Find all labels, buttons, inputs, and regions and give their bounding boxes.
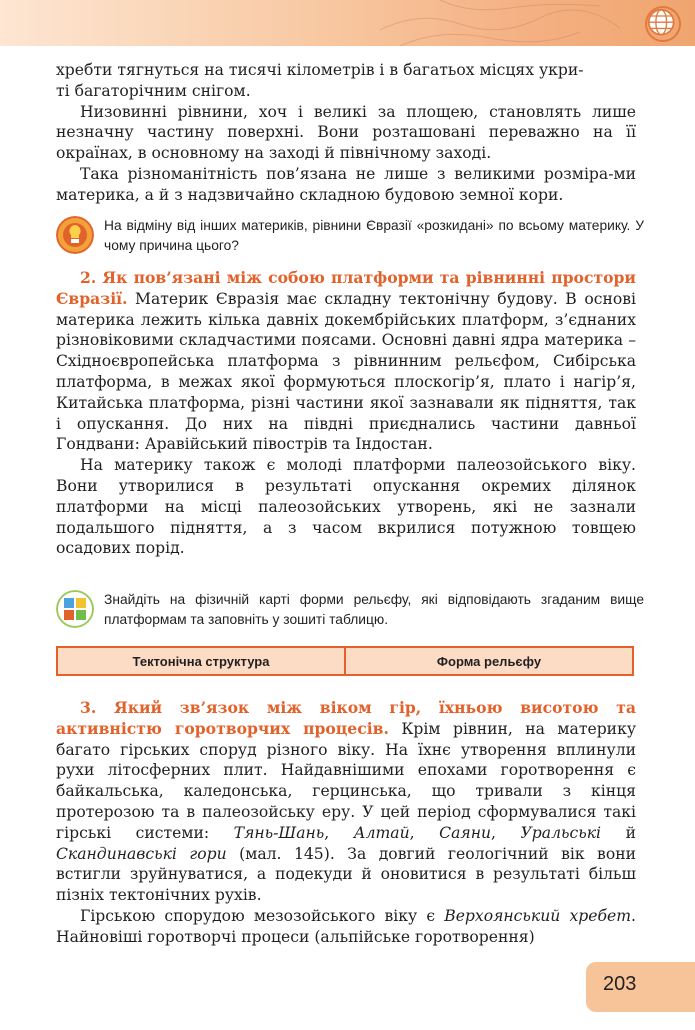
mountain-tian-shan: Тянь-Шань [233,823,325,842]
section-2-heading: 2. Як пов’язані між собою платформи та рівнинні простори Євразії. [56,268,636,308]
paragraph-line-1: хребти тягнуться на тисячі кілометрів і в багатьох місцях укри- [56,61,584,79]
task-block-1 [56,216,646,260]
table-col-tectonic: Тектонічна структура [132,653,270,669]
section-3 [56,698,636,948]
puzzle-icon [56,590,94,628]
conj-1: й [601,823,636,842]
mountain-sayany: Саяни [439,823,492,842]
map-decoration [380,0,620,46]
task-block-2 [56,590,646,634]
page-number: 203 [603,973,637,995]
section-3-p2-b: . Найновіші горотворчі процеси (альпійське горотворення) [56,906,636,946]
mountain-scandinavian: Скандинавські гори [56,844,227,863]
table-header [56,646,634,676]
top-text [56,60,636,206]
paragraph-lowlands: Низовинні рівнини, хоч і великі за площею, становлять лише незначну частину поверхні. Вони розташовані переважно на її окраїнах, в основному на заході й північному заході. [56,102,636,163]
globe-icon [645,6,681,42]
section-3-p2-a: Гірською спорудою мезозойського віку є [80,906,445,925]
section-2-paragraph-2: На материку також є молоді платформи палеозойського віку. Вони утворилися в результаті опускання окремих ділянок платформи на місці палеозойських утворень, які не зазнали подальшого підняття, а з часом вкрилися потужною товщею осадових порід. [56,456,636,558]
section-3-body-b: (мал. 145). За довгий геологічний вік вони встигли зруйнуватися, а подекуди й оновитися в результаті більш пізніх тектонічних рухів. [56,844,637,905]
comma-2: , [409,823,440,842]
task-text-1: На відміну від інших материків, рівнини Євразії «розкидані» по всьому материку. У чому причина цього? [104,218,644,253]
lightbulb-icon [56,216,94,254]
verkhoyansk-range: Верхоянський хребет [444,906,632,925]
comma-3: , [491,823,521,842]
paragraph-diversity: Така різноманітність пов’язана не лише з великими розміра-ми материка, а й з надзвичайно складною будовою земної кори. [56,164,636,204]
paragraph-line-2: ті багаторічним снігом. [56,81,251,100]
section-3-heading: 3. Який зв’язок між віком гір, їхньою висотою та активністю горотворчих процесів. [56,698,636,738]
table-col-relief: Форма рельєфу [344,648,632,674]
comma-1: , [324,823,354,842]
section-2 [56,268,636,559]
section-2-body: Материк Євразія має складну тектонічну будову. В основі материка лежить кілька давніх докембрійських платформ, з’єднаних різновіковими складчастими поясами. Основні давні ядра материка – Східноєвропейська платформа з рівнинним рельєфом, Сибірська платформа, в межах якої формуються плоскогір’я, плато і нагір’я, Китайська платформа, різні частини якої зазнавали як підняття, так і опускання. До них на півдні приєднались частини давньої Гондвани: Аравійський півострів та Індостан. [56,289,636,454]
task-text-2: Знайдіть на фізичній карті форми рельєфу, які відповідають згаданим вище платформам та заповніть у зошиті таблицю. [104,592,644,627]
mountain-altai: Алтай [353,823,410,842]
section-3-body-a: Крім рівнин, на материку багато гірських споруд різного віку. На їхнє утворення вплинули рухи літосферних плит. Найдавнішими епохами горотворення є байкальська, каледонська, герцинська, що тривали з кінця протерозою та в палеозойську еру. У цей період сформувалися такі гірські системи: [56,719,636,842]
mountain-ural: Уральські [520,823,602,842]
